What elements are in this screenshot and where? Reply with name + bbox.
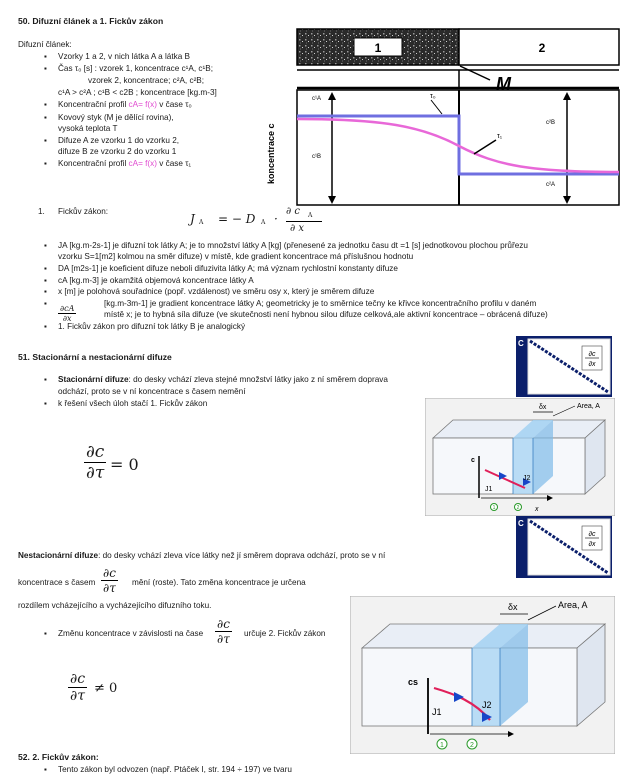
section-51-heading: 51. Stacionární a nestacionární difuze bbox=[18, 352, 172, 362]
diffusion-cell-diagram bbox=[262, 26, 622, 210]
s50-bullet-3: Koncentrační profil cA= f(x) v čase τ₀ bbox=[58, 100, 192, 109]
fick1-formula: J A = − D A · ∂ c A ∂ x bbox=[190, 206, 420, 240]
bullet-icon: ▪ bbox=[44, 399, 47, 408]
gradient-panel-1 bbox=[516, 336, 612, 397]
bullet-icon: ▪ bbox=[44, 322, 47, 331]
c2B-label: c²B bbox=[546, 120, 555, 126]
s50-bullet-6: Koncentrační profil cA= f(x) v čase τ₁ bbox=[58, 159, 192, 168]
s50-bullet-2a: Čas τ₀ [s] : vzorek 1, koncentrace c¹A, c¹B; bbox=[58, 64, 213, 73]
c1A-label: c¹A bbox=[312, 96, 321, 102]
eq1-rhs: = 0 bbox=[110, 455, 139, 474]
x-label: x bbox=[535, 506, 539, 513]
s50-bullet-1: Vzorky 1 a 2, v nich látka A a látka B bbox=[58, 52, 190, 61]
bullet-icon: ▪ bbox=[44, 241, 47, 250]
gradient-fraction: $\frac{\partial cA}{\partial x}$ bbox=[60, 304, 75, 323]
c2A-label: c²A bbox=[546, 182, 555, 188]
plane-M-label: M bbox=[496, 74, 511, 94]
area-label: Area, A bbox=[577, 403, 600, 410]
s50-bullet-5b: difuze B ze vzorku 2 do vzorku 1 bbox=[58, 147, 177, 156]
s52-bullet-1: Tento zákon byl odvozen (např. Ptáček I, str. 194 ÷ 197) ve tvaru bbox=[58, 765, 292, 774]
area-label: Area, A bbox=[558, 600, 588, 610]
dx-label: δx bbox=[539, 404, 547, 411]
s50-bullet-4a: Kovový styk (M je dělící rovina), bbox=[58, 113, 174, 122]
s50-bullet-2b: vzorek 2, koncentrace; c²A, c²B; bbox=[88, 76, 205, 85]
eq2-fraction: $\frac{\partial c}{\partial\tau}$ bbox=[70, 671, 86, 704]
bullet-icon: ▪ bbox=[44, 100, 47, 109]
J2-label: J2 bbox=[482, 700, 492, 710]
grad-num: ∂c bbox=[588, 531, 596, 538]
nonstat-fraction-2: $\frac{\partial c}{\partial\tau}$ bbox=[217, 617, 230, 646]
bullet-icon: ▪ bbox=[44, 64, 47, 73]
section-52-heading: 52. 2. Fickův zákon: bbox=[18, 752, 99, 762]
grad-num: ∂c bbox=[588, 351, 596, 358]
bullet-icon: ▪ bbox=[44, 629, 47, 638]
bullet-icon: ▪ bbox=[44, 136, 47, 145]
fick1-bullet-1b: vzorku S=1[m2] kolmou na směr difuze) v místě, kde gradient koncentrace má příslušnou hodnotu bbox=[58, 252, 414, 261]
J1-label: J1 bbox=[432, 707, 442, 717]
fick1-bullet-5a: [kg.m-3m-1] je gradient koncentrace látky A; geometricky je to směrnice tečny ke křivce koncentračního profilu v daném bbox=[104, 299, 537, 308]
grad-den: ∂x bbox=[588, 361, 596, 368]
nonstat-fraction-1: $\frac{\partial c}{\partial\tau}$ bbox=[103, 566, 116, 595]
J1-label: J1 bbox=[485, 486, 493, 493]
nonstationary-line-d2: určuje 2. Fickův zákon bbox=[244, 629, 326, 638]
marker-1: 1 bbox=[440, 742, 444, 749]
nonstationary-line-b2: mění (roste). Tato změna koncentrace je určena bbox=[132, 578, 306, 587]
fick1-bullet-6: 1. Fickův zákon pro difuzní tok látky B je analogický bbox=[58, 322, 246, 331]
bullet-icon: ▪ bbox=[44, 375, 47, 384]
bullet-icon: ▪ bbox=[44, 264, 47, 273]
cs-label: cs bbox=[408, 677, 419, 687]
gradient-panel-2 bbox=[516, 516, 612, 578]
bullet-icon: ▪ bbox=[44, 276, 47, 285]
sample-1-label: 1 bbox=[374, 41, 382, 55]
bullet-icon: ▪ bbox=[44, 159, 47, 168]
fick1-bullet-4: x [m] je polohová souřadnice (popř. vzdálenost) ve směru osy x, který je směrem difuze bbox=[58, 287, 375, 296]
nonstationary-line-a: Nestacionární difuze: do desky vchází zleva více látky než jí směrem doprava odchází, proto se v ní bbox=[18, 551, 386, 560]
nonstationary-box-diagram bbox=[350, 596, 615, 754]
bullet-icon: ▪ bbox=[44, 52, 47, 61]
sample-2-label: 2 bbox=[538, 41, 546, 55]
fick1-number: 1. bbox=[38, 207, 45, 216]
bullet-icon: ▪ bbox=[44, 765, 47, 774]
fick1-title: Fickův zákon: bbox=[58, 207, 109, 216]
stationary-line-a: Stacionární difuze: do desky vchází zleva stejné množství látky jako z ní směrem doprava bbox=[58, 375, 388, 384]
bullet-icon: ▪ bbox=[44, 287, 47, 296]
stationary-line-b: odchází, proto se v ní koncentrace s časem nemění bbox=[58, 387, 246, 396]
nonstationary-line-c: rozdílem vcházejícího a vycházejícího difuzního toku. bbox=[18, 601, 212, 610]
fick1-bullet-5b: místě x; je to hybná síla difuze (ve skutečnosti není hybnou silou difuze celková,ale aktivní koncentrace – obrácená difuze) bbox=[104, 310, 548, 319]
marker-2: 2 bbox=[516, 505, 520, 511]
bullet-icon: ▪ bbox=[44, 299, 47, 308]
c1B-label: c¹B bbox=[312, 154, 321, 160]
stationary-box-diagram bbox=[425, 398, 615, 516]
s50-bullet-2c: c¹A > c²A ; c¹B < c2B ; koncentrace [kg.m-3] bbox=[58, 88, 217, 97]
marker-1: 1 bbox=[492, 505, 496, 511]
s50-bullet-5a: Difuze A ze vzorku 1 do vzorku 2, bbox=[58, 136, 180, 145]
dx-label: δx bbox=[508, 602, 518, 612]
bullet-icon: ▪ bbox=[44, 113, 47, 122]
fick1-bullet-1a: JA [kg.m-2s-1] je difuzní tok látky A; je to množství látky A [kg] (přenesené za jednotku času dt =1 [s] jednotkovou plochou průřezu bbox=[58, 241, 528, 250]
s50-bullet-4b: vysoká teplota T bbox=[58, 124, 118, 133]
stationary-line-c: k řešení všech úloh stačí 1. Fickův zákon bbox=[58, 399, 208, 408]
eq1-fraction: $\frac{\partial c}{\partial\tau}$ bbox=[86, 442, 105, 483]
nonstationary-line-d1: Změnu koncentrace v závislosti na čase bbox=[58, 629, 204, 638]
C-axis-label: C bbox=[518, 339, 524, 348]
section-50-heading: 50. Difuzní článek a 1. Fickův zákon bbox=[18, 16, 164, 26]
fick1-bullet-2: DA [m2s-1] je koeficient difuze neboli difuzivita látky A; má význam rychlostní konstanty difuze bbox=[58, 264, 398, 273]
c-label: c bbox=[471, 457, 475, 464]
tau1-label: τ₁ bbox=[497, 133, 503, 140]
plane-M-pointer bbox=[460, 66, 490, 80]
C-axis-label: C bbox=[518, 519, 524, 528]
nonstationary-line-b1: koncentrace s časem bbox=[18, 578, 96, 587]
J2-label: J2 bbox=[523, 475, 531, 482]
marker-2: 2 bbox=[470, 742, 474, 749]
section-50-intro: Difuzní článek: bbox=[18, 40, 72, 49]
eq2-rhs: ≠ 0 bbox=[94, 681, 118, 696]
axis-label-concentration: koncentrace c bbox=[266, 123, 276, 184]
fick1-bullet-3: cA [kg.m-3] je okamžitá objemová koncentrace látky A bbox=[58, 276, 254, 285]
tau0-label: τ₀ bbox=[430, 93, 436, 100]
grad-den: ∂x bbox=[588, 541, 596, 548]
